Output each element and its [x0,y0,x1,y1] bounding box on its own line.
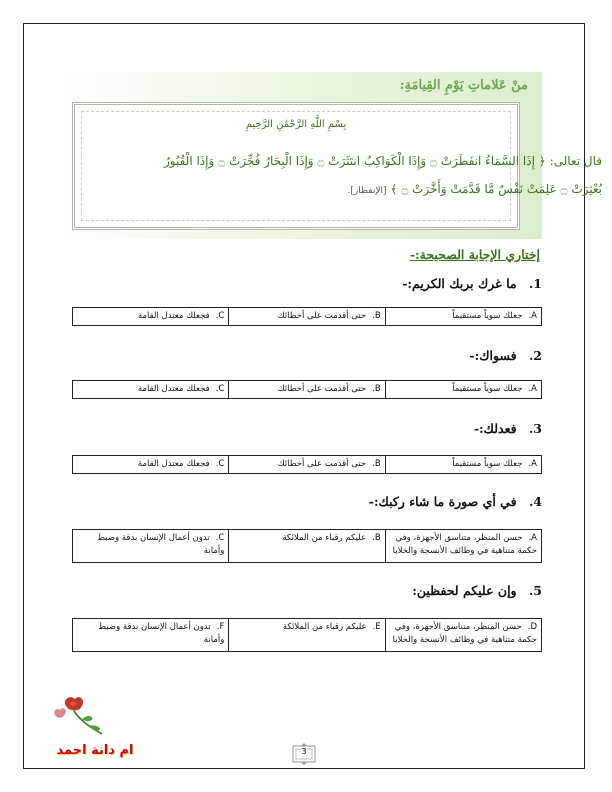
page-number-badge [289,743,319,765]
option-letter: A. [528,311,537,321]
verse-banner [54,72,602,239]
option-letter: F. [216,622,225,632]
question-2-number: 2. [528,348,542,363]
option-a[interactable] [385,530,541,563]
verse-reference: [الإنفطار]. [347,186,387,196]
page-number: 3 [301,747,307,756]
verse-line-1 [42,154,602,168]
question-5-text: وإن عليكم لحفظين: [412,583,517,598]
question-4-text: في أي صورة ما شاء ركبك:- [368,494,517,509]
option-letter: C. [215,459,225,469]
option-text: فجعلك معتدل القامة [137,459,210,469]
option-letter: B. [372,384,381,394]
verse-line-1-text: قال تعالى: ﴿ إِذَا السَّمَاءُ انفَطَرَتْ ۝ وَإِذَا الْكَوَاكِبُ انتَثَرَتْ ۝ وَإِذَا الْبِحَارُ فُجِّرَتْ ۝ وَإِذَا الْقُبُورُ [163,154,602,168]
option-letter: A. [528,384,537,394]
question-4-number: 4. [528,494,542,509]
option-letter: E. [372,622,381,632]
option-text: حتى أقدمت على أخطائك [277,311,367,321]
banner-title: منْ عَلاماتِ يَوْمِ القِيامَةِ: [399,78,528,93]
question-1-text: ما غرك بربك الكريم:- [402,276,517,291]
option-letter: C. [215,311,225,321]
option-text: تدون أعمال الإنسان بدقة وضبط وأمانة [97,533,225,556]
question-5-number: 5. [528,583,542,598]
question-1-title [402,276,542,291]
question-3-options [72,455,542,474]
option-letter: C. [215,384,225,394]
option-letter: B. [372,533,381,543]
question-2-text: فسواك:- [469,348,517,363]
rose-icon [48,692,118,740]
question-1-options [72,307,542,326]
question-3-text: فعدلك:- [473,421,517,436]
question-1-number: 1. [528,276,542,291]
option-text: جعلك سوياً مستقيماً [452,459,523,469]
option-c[interactable] [73,530,229,563]
option-e[interactable] [229,619,385,652]
option-text: جعلك سوياً مستقيماً [452,384,523,394]
logo-text: ام دانة احمد [56,743,134,758]
question-5-options [72,618,542,652]
option-text: فجعلك معتدل القامة [137,311,210,321]
verse-line-2 [42,182,602,196]
option-letter: A. [528,459,537,469]
option-text: تدون أعمال الإنسان بدقة وضبط وأمانة [98,622,225,645]
option-b[interactable] [229,381,385,399]
option-c[interactable] [73,456,229,474]
option-text: حسن المنظر، متناسق الأجهزة، وفي حكمة متناهية في وظائف الأنسجة والخلايا [392,622,537,645]
option-b[interactable] [229,530,385,563]
instruction-heading: إختاري الإجابة الصحيحة:- [409,247,540,262]
option-text: فجعلك معتدل القامة [137,384,210,394]
author-logo [40,692,150,758]
option-d[interactable] [385,619,541,652]
question-3-number: 3. [528,421,542,436]
option-text: عليكم رقباء من الملائكة [282,622,367,632]
option-text: حتى أقدمت على أخطائك [277,459,367,469]
question-4-title [369,494,542,509]
basmala: بِسْمِ اللَّهِ الرَّحْمَٰنِ الرَّحِيمِ [245,119,347,130]
option-f[interactable] [73,619,229,652]
option-letter: B. [372,311,381,321]
option-letter: A. [528,533,537,543]
option-b[interactable] [229,308,385,326]
option-text: حتى أقدمت على أخطائك [277,384,367,394]
verse-line-2-text: بُعْثِرَتْ ۝ عَلِمَتْ نَفْسٌ مَّا قَدَّمَتْ وَأَخَّرَتْ ۝ ﴾ [390,182,602,196]
option-c[interactable] [73,308,229,326]
option-text: عليكم رقباء من الملائكة [282,533,367,543]
question-2-title [469,348,542,363]
option-a[interactable] [385,381,541,399]
option-a[interactable] [385,456,541,474]
option-text: حسن المنظر، متناسق الأجهزة، وفي حكمة متناهية في وظائف الأنسجة والخلايا [392,533,537,556]
option-letter: C. [215,533,225,543]
question-3-title [474,421,542,436]
option-letter: B. [372,459,381,469]
question-2-options [72,380,542,399]
option-c[interactable] [73,381,229,399]
question-4-options [72,529,542,563]
option-letter: D. [527,622,537,632]
option-text: جعلك سوياً مستقيماً [452,311,523,321]
option-b[interactable] [229,456,385,474]
question-5-title [412,583,542,598]
option-a[interactable] [385,308,541,326]
